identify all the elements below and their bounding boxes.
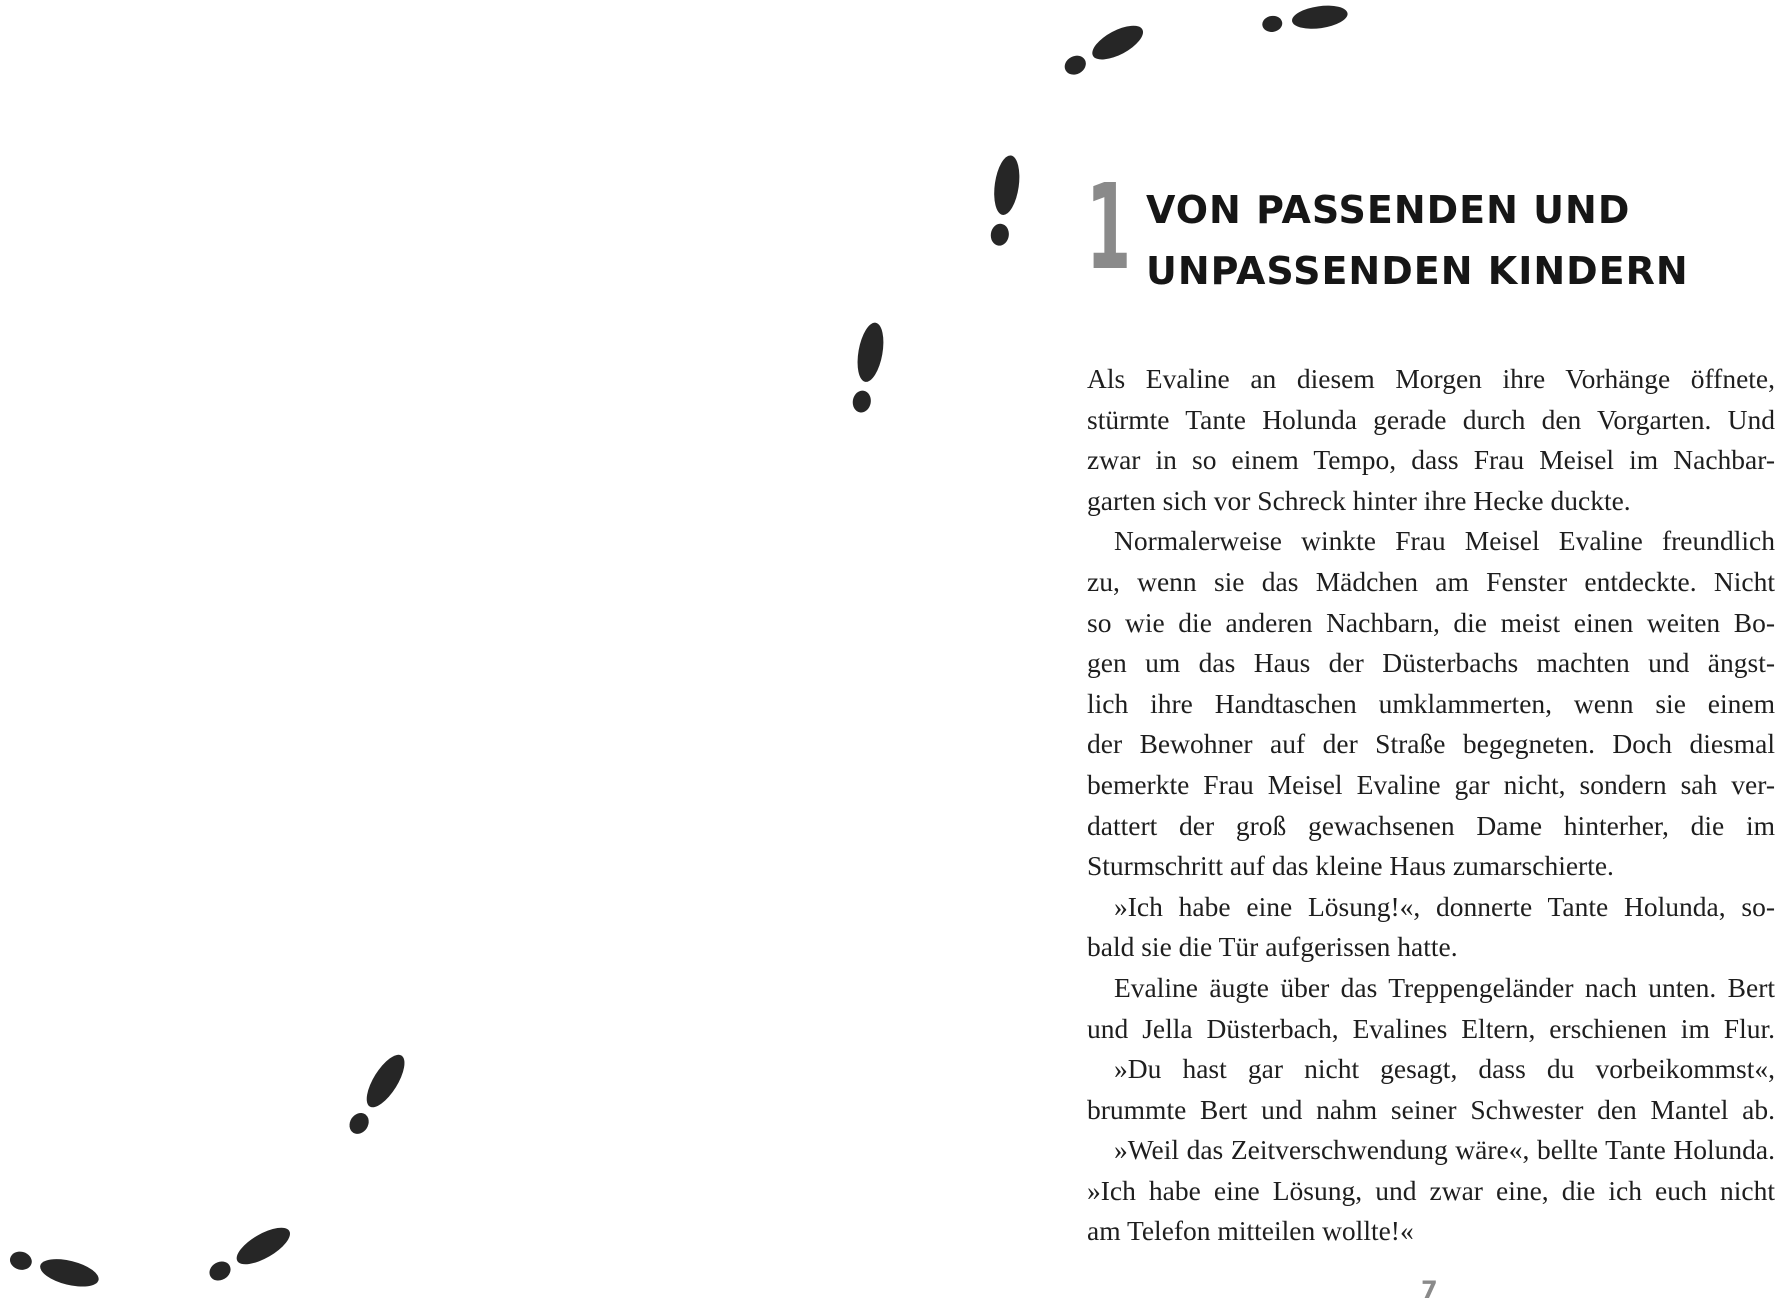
footprint-icon (1060, 19, 1148, 81)
text-line: und Jella Düsterbach, Evalines Eltern, erschienen im Flur. (1087, 1012, 1775, 1044)
text-line: gen um das Haus der Düsterbachs machten und ängst- (1087, 647, 1775, 679)
footprint-icon (1261, 2, 1349, 36)
text-line: bald sie die Tür aufgerissen hatte. (1087, 931, 1458, 963)
text-line: »Ich habe eine Lösung!«, donnerte Tante Holunda, so- (1114, 890, 1775, 922)
chapter-title-line: UNPASSENDEN KINDERN (1146, 249, 1689, 293)
text-line: so wie die anderen Nachbarn, die meist einen weiten Bo- (1087, 606, 1775, 638)
text-line: der Bewohner auf der Straße begegneten. Doch diesmal (1087, 728, 1775, 760)
text-line: am Telefon mitteilen wollte!« (1087, 1215, 1414, 1247)
chapter-number: 1 (1086, 158, 1132, 296)
text-line: Sturmschritt auf das kleine Haus zumarschierte. (1087, 850, 1614, 882)
footprint-icon (986, 154, 1022, 247)
text-line: zwar in so einem Tempo, dass Frau Meisel im Nachbar- (1087, 444, 1775, 476)
footprint-icon (7, 1246, 101, 1291)
text-line: lich ihre Handtaschen umklammerten, wenn sie einem (1087, 687, 1775, 719)
text-line: »Ich habe eine Lösung, und zwar eine, die ich euch nicht (1087, 1174, 1775, 1206)
text-line: Als Evaline an diesem Morgen ihre Vorhänge öffnete, (1087, 363, 1775, 394)
chapter-title (1146, 180, 1689, 302)
text-line: zu, wenn sie das Mädchen am Fenster entdeckte. Nicht (1087, 565, 1775, 597)
text-line: Evaline äugte über das Treppengeländer nach unten. Bert (1114, 971, 1775, 1003)
footprint-icon (848, 321, 887, 415)
text-line: stürmte Tante Holunda gerade durch den Vorgarten. Und (1087, 403, 1775, 435)
text-line: dattert der groß gewachsenen Dame hinterher, die im (1087, 809, 1775, 841)
text-line: brummte Bert und nahm seiner Schwester den Mantel ab. (1087, 1093, 1775, 1125)
text-line: »Du hast gar nicht gesagt, dass du vorbeikommst«, (1114, 1053, 1775, 1085)
chapter-title-line: VON PASSENDEN UND (1146, 188, 1631, 232)
text-line: Normalerweise winkte Frau Meisel Evaline freundlich (1114, 525, 1775, 557)
chapter-body-text (1087, 359, 1775, 1252)
footprint-icon (343, 1049, 412, 1139)
text-line: bemerkte Frau Meisel Evaline gar nicht, sondern sah ver- (1087, 768, 1775, 800)
page-number: 7 (1421, 1276, 1438, 1304)
footprint-icon (204, 1221, 295, 1287)
text-line: »Weil das Zeitverschwendung wäre«, bellte Tante Holunda. (1114, 1134, 1775, 1166)
text-line: garten sich vor Schreck hinter ihre Hecke duckte. (1087, 484, 1631, 516)
